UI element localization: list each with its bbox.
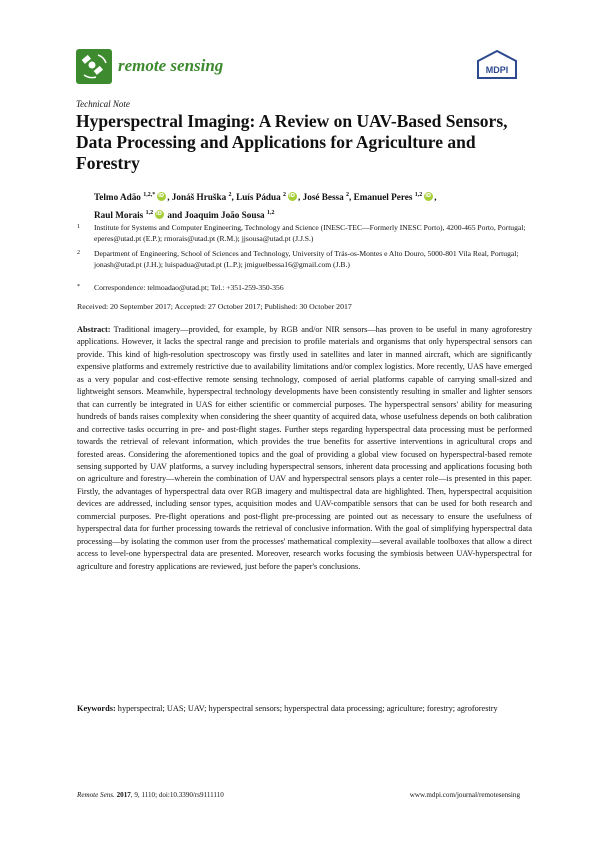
author-name[interactable]: Raul Morais [94, 210, 144, 221]
orcid-icon[interactable] [288, 192, 297, 201]
citation-year: 2017 [116, 791, 131, 799]
abstract [77, 324, 532, 573]
author-affiliation-mark: 1,2,* [143, 192, 156, 198]
abstract-label: Abstract: [77, 325, 111, 334]
affiliation-text: Department of Engineering, School of Sciences and Technology, University of Trás-os-Montes e Alto Douro, 5000-801 Vila Real, Portugal; jonash@utad.pt (J.H.); luispadua@utad.pt (L.P.); jmiguelbessa16@gmail.com (J.B.) [94, 249, 519, 269]
author-list: Telmo Adão $^{1,2,*}$iD , Jonáš Hruška $^2$, Luís Pádua $^2$iD , José Bessa $^2$, Emanuel Peres $^{1,2}$iD , Raul Morais $^{1,2}$iD and Joaquim João Sousa $^{1,2}$ [94, 187, 534, 223]
journal-name: remote sensing [118, 56, 224, 75]
citation [77, 791, 224, 799]
affiliation-number: 2 [77, 250, 80, 256]
affiliation-number: 1 [77, 224, 80, 230]
citation-details: , 9, 1110; doi:10.3390/rs9111110 [130, 791, 224, 799]
affiliation-1 [77, 222, 532, 244]
journal-url[interactable]: www.mdpi.com/journal/remotesensing [409, 791, 520, 799]
affiliation-2 [77, 248, 532, 270]
keywords-text: hyperspectral; UAS; UAV; hyperspectral sensors; hyperspectral data processing; agriculture; forestry; agroforestry [117, 704, 498, 713]
correspondence [77, 282, 532, 293]
mdpi-logo-text: MDPI [485, 65, 509, 75]
author-affiliation-mark: 1,2 [145, 210, 154, 217]
author-name[interactable]: José Bessa [302, 192, 344, 203]
keywords [77, 703, 532, 715]
author-affiliation-mark: 2 [346, 192, 350, 198]
author-name[interactable]: Emanuel Peres [353, 192, 413, 203]
correspondence-text: Correspondence: telmoadao@utad.pt; Tel.: +351-259-350-356 [94, 283, 284, 292]
orcid-icon[interactable] [155, 210, 164, 219]
publication-dates: Received: 20 September 2017; Accepted: 27 October 2017; Published: 30 October 2017 [77, 302, 352, 311]
orcid-icon[interactable] [157, 192, 166, 201]
author-affiliation-mark: 2 [228, 192, 232, 198]
author-name[interactable]: Luís Pádua [236, 192, 281, 203]
author-name[interactable]: Joaquim João Sousa [184, 210, 265, 221]
mdpi-logo [476, 50, 518, 84]
abstract-text: Traditional imagery—provided, for example, by RGB and/or NIR sensors—has proven to be useful in many agroforestry applications. However, it lacks the spectral range and precision to profile materials and organisms that only hyperspectral sensors can provide. This kind of high-resolution spectroscopy was firstly used in satellites and later in manned aircraft, which are significantly expensive platforms and extremely restrictive due to availability limitations and/or complex logistics. More recently, UAS have emerged as a very popular and cost-effective remote sensing technology, composed of aerial platforms capable of carrying small-sized and lightweight sensors. Meanwhile, hyperspectral technology developments have been consistently resulting in smaller and lighter sensors that can currently be integrated in UAS for either scientific or commercial purposes. The hyperspectral sensors' ability for measuring hundreds of bands raises complexity when considering the sheer quantity of acquired data, whose usefulness depends on both calibration and corrective tasks occurring in pre- and post-flight stages. Further steps regarding hyperspectral data processing must be performed towards the retrieval of relevant information, which provides the true benefits for assertive interventions in agricultural crops and forested areas. Considering the aforementioned topics and the goal of providing a global view focused on hyperspectral-based remote sensing supported by UAV platforms, a survey including hyperspectral sensors, inherent data processing and applications focusing both on agriculture and forestry—wherein the combination of UAV and hyperspectral sensors plays a center role—is presented in this paper. Firstly, the advantages of hyperspectral data over RGB imagery and multispectral data are highlighted. Then, hyperspectral acquisition devices are addressed, including sensor types, acquisition modes and UAV-compatible sensors that can be used for both research and commercial purposes. Pre-flight operations and post-flight pre-processing are pointed out as necessary to ensure the usefulness of hyperspectral data for further processing towards the retrieval of conclusive information. With the goal of simplifying hyperspectral data processing—by isolating the common user from the processes' mathematical complexity—several available toolboxes that allow a direct access to level-one hyperspectral data are presented. Moreover, research works focusing the symbiosis between UAV-hyperspectral for agriculture and forestry applications are reviewed, just before the paper's conclusions. [77, 325, 533, 571]
satellite-icon [76, 49, 112, 84]
journal-logo [76, 49, 112, 84]
paper-title: Hyperspectral Imaging: A Review on UAV-Based Sensors, Data Processing and Applications for Agriculture and Forestry [76, 111, 508, 173]
author-affiliation-mark: 2 [283, 192, 287, 198]
author-name[interactable]: Jonáš Hruška [171, 192, 227, 203]
author-name[interactable]: Telmo Adão [94, 192, 141, 203]
journal-abbrev: Remote Sens. [77, 791, 115, 799]
article-type: Technical Note [76, 99, 130, 109]
author-affiliation-mark: 1,2 [266, 210, 275, 217]
author-affiliation-mark: 1,2 [414, 192, 423, 198]
orcid-icon[interactable] [424, 192, 433, 201]
affiliation-number: * [77, 284, 80, 290]
keywords-label: Keywords: [77, 704, 116, 713]
affiliation-text: Institute for Systems and Computer Engineering, Technology and Science (INESC-TEC—Formerly INESC Porto), 4200-465 Porto, Portugal; eperes@utad.pt (E.P.); rmorais@utad.pt (R.M.); jjsousa@utad.pt (J.J.S.) [94, 223, 526, 243]
